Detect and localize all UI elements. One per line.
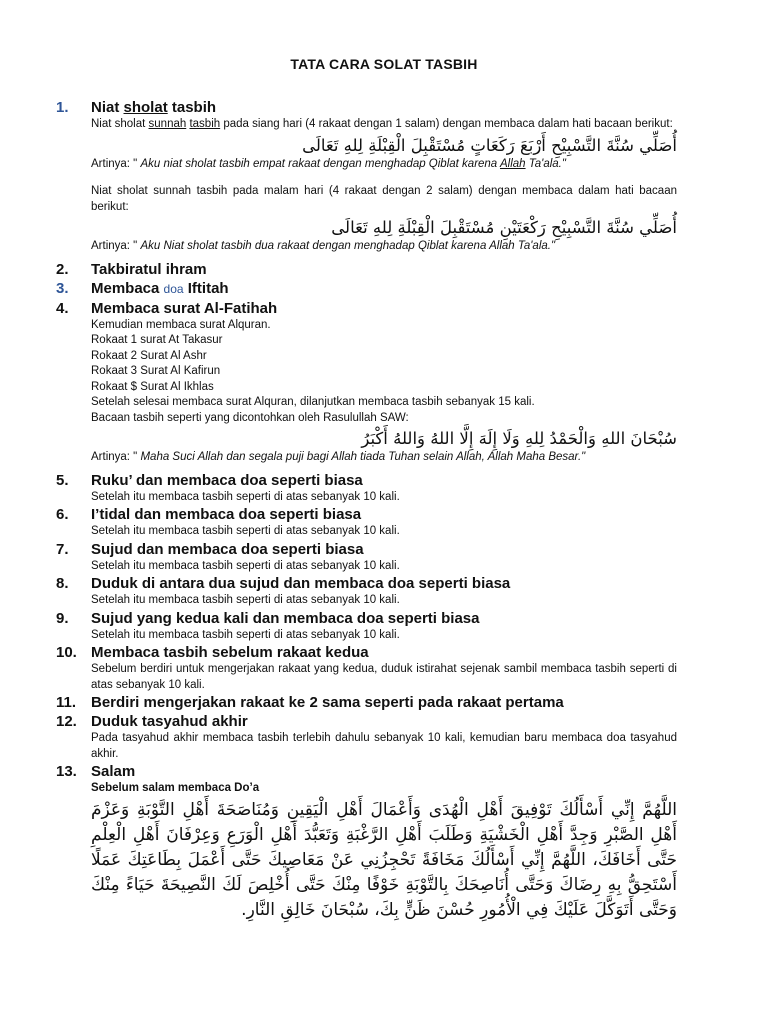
step-number: 4. — [56, 299, 69, 317]
step-heading: Ruku’ dan membaca doa seperti biasa — [91, 471, 363, 489]
paragraph-night-intention: Niat sholat sunnah tasbih pada malam hari (4 rakaat dengan 2 salam) dengan membaca dalam hati bacaan berikut: — [91, 185, 677, 213]
step-heading: Sujud dan membaca doa seperti biasa — [91, 540, 364, 558]
body-line: Rokaat $ Surat Al Ikhlas — [91, 380, 214, 393]
step-1 — [56, 98, 677, 255]
underlined-word: tasbih — [189, 118, 221, 130]
step-heading: Membaca tasbih sebelum rakaat kedua — [91, 644, 369, 661]
heading-underlined-word: sholat — [123, 99, 168, 116]
step-heading: Sujud yang kedua kali dan membaca doa seperti biasa — [91, 609, 480, 627]
step-number: 1. — [56, 99, 69, 116]
step-body: Setelah itu membaca tasbih seperti di atas sebanyak 10 kali. — [91, 628, 400, 641]
arabic-intention-night: أُصَلِّي سُنَّةَ التَّسْبِيْحِ رَكْعَتَيْنِ مُسْتَقْبِلَ الْقِبْلَةِ لِلهِ تَعَالَى — [331, 218, 677, 237]
body-line: Bacaan tasbih seperti yang dicontohkan oleh Rasulullah SAW: — [91, 411, 409, 424]
step-number: 13. — [56, 763, 77, 780]
step-10 — [56, 643, 677, 693]
italic-text: Aku niat sholat tasbih empat rakaat dengan menghadap Qiblat karena — [140, 157, 500, 170]
text-part: Niat sholat — [91, 118, 149, 130]
step-number: 2. — [56, 260, 69, 278]
step-body: Setelah itu membaca tasbih seperti di atas sebanyak 10 kali. — [91, 559, 400, 572]
step-number: 5. — [56, 471, 69, 489]
step-number: 8. — [56, 575, 69, 592]
step-heading: Salam — [91, 763, 136, 780]
step-heading: Takbiratul ihram — [91, 260, 207, 278]
body-line: Rokaat 1 surat At Takasur — [91, 334, 223, 346]
text-part: pada siang hari (4 rakaat dengan 1 salam) dengan membaca dalam hati bacaan berikut: — [220, 118, 673, 130]
arabic-prayer: اللَّهُمَّ إِنِّي أَسْأَلُكَ تَوْفِيقَ أَهْلِ الْهُدَى وَأَعْمَالَ أَهْلِ الْيَقِينِ وَمُنَاصَحَةَ أَهْلِ التَّوْبَةِ وَعَزْمَ أَهْلِ الصَّبْرِ وَجِدَّ أَهْلِ الْخَشْيَةِ وَطَلَبَ أَهْلِ الرَّغْبَةِ وَتَعَبُّدَ أَهْلِ الْوَرَعِ وَعِرْفَانَ أَهْلِ الْعِلْمِ حَتَّى أَخَافَكَ، اللَّهُمَّ إِنِّي أَسْأَلُكَ مَخَافَةً تَحْجِزُنِي عَنْ مَعَاصِيكَ حَتَّى أَعْمَلَ بِطَاعَتِكَ عَمَلًا أَسْتَحِقُّ بِهِ رِضَاكَ وَحَتَّى أُنَاصِحَكَ بِالتَّوْبَةِ خَوْفًا مِنْكَ حَتَّى أُخْلِصَ لَكَ النَّصِيحَةَ حَيَاءً مِنْكَ وَحَتَّى أَتَوَكَّلَ عَلَيْكَ فِي الْأُمُورِ حُسْنَ ظَنٍّ بِكَ، سُبْحَانَ خَالِقِ النَّارِ. — [91, 799, 677, 920]
italic-text: Ta'ala." — [525, 157, 566, 170]
italic-text: Maha Suci Allah dan segala puji bagi Allah tiada Tuhan selain Allah, Allah Maha Besar." — [140, 451, 586, 463]
prayer-intro: Sebelum salam membaca Do’a — [91, 782, 260, 794]
heading-small-word: doa — [163, 281, 184, 296]
step-heading: Membaca surat Al-Fatihah — [91, 299, 278, 317]
translation-night — [91, 239, 677, 255]
step-body: Pada tasyahud akhir membaca tasbih terlebih dahulu sebanyak 10 kali, kemudian baru membaca doa tasyahud akhir. — [91, 732, 677, 760]
paragraph-day-intention — [91, 117, 677, 133]
step-13 — [56, 762, 677, 923]
step-number: 12. — [56, 713, 77, 730]
body-line: Rokaat 2 Surat Al Ashr — [91, 349, 207, 362]
step-number: 9. — [56, 609, 69, 627]
step-body: Sebelum berdiri untuk mengerjakan rakaat yang kedua, duduk istirahat sejenak sambil membaca tasbih seperti di atas sebanyak 10 kali. — [91, 663, 677, 691]
text-part: Artinya: " — [91, 451, 141, 463]
step-heading: Berdiri mengerjakan rakaat ke 2 sama seperti pada rakaat pertama — [91, 694, 564, 711]
step-heading: Duduk tasyahud akhir — [91, 713, 248, 730]
text-part: Artinya: " — [91, 157, 141, 170]
italic-text: Aku Niat sholat tasbih dua rakaat dengan menghadap Qiblat karena Allah Ta'ala." — [140, 240, 556, 252]
translation-day — [91, 157, 677, 173]
step-5 — [56, 471, 677, 506]
step-body: Setelah itu membaca tasbih seperti di atas sebanyak 10 kali. — [91, 525, 400, 537]
body-line: Setelah selesai membaca surat Alquran, dilanjutkan membaca tasbih sebanyak 15 kali. — [91, 396, 535, 408]
underlined-word: sunnah — [148, 118, 187, 130]
heading-part: Niat — [91, 99, 124, 116]
arabic-intention-day: أُصَلِّي سُنَّةَ التَّسْبِيْحِ أَرْبَعَ رَكَعَاتٍ مُسْتَقْبِلَ الْقِبْلَةِ لِلهِ تَعَالَى — [302, 135, 677, 155]
translation-tasbih — [91, 450, 677, 466]
step-number: 3. — [56, 279, 69, 297]
step-7 — [56, 540, 677, 575]
step-9 — [56, 609, 677, 644]
heading-part: tasbih — [167, 99, 217, 116]
step-heading — [91, 98, 677, 117]
step-body — [91, 318, 677, 466]
step-body — [91, 781, 677, 923]
step-heading — [91, 279, 677, 299]
step-2 — [56, 260, 677, 279]
step-12 — [56, 712, 677, 762]
document-title: TATA CARA SOLAT TASBIH — [290, 56, 478, 72]
step-8 — [56, 574, 677, 609]
step-number: 6. — [56, 506, 69, 523]
step-number: 7. — [56, 540, 69, 558]
step-11 — [56, 693, 677, 712]
heading-part: Membaca — [91, 279, 164, 297]
arabic-tasbih: سُبْحَانَ اللهِ وَالْحَمْدُ لِلهِ وَلَا إِلَهَ إِلَّا اللهُ وَاللهُ أَكْبَرُ — [361, 429, 677, 448]
step-body — [91, 117, 677, 255]
step-number: 10. — [56, 644, 77, 661]
step-3 — [56, 279, 677, 299]
step-6 — [56, 505, 677, 540]
step-number: 11. — [56, 694, 77, 711]
step-4 — [56, 299, 677, 466]
underlined-word: Allah — [499, 157, 526, 170]
body-line: Kemudian membaca surat Alquran. — [91, 318, 271, 331]
step-heading: Duduk di antara dua sujud dan membaca doa seperti biasa — [91, 575, 511, 592]
spacer — [91, 172, 677, 184]
step-body: Setelah itu membaca tasbih seperti di atas sebanyak 10 kali. — [91, 490, 400, 503]
steps-list — [56, 98, 677, 923]
step-body: Setelah itu membaca tasbih seperti di atas sebanyak 10 kali. — [91, 594, 400, 606]
body-line: Rokaat 3 Surat Al Kafirun — [91, 365, 221, 377]
heading-part: Iftitah — [183, 279, 229, 297]
text-part: Artinya: " — [91, 240, 141, 252]
step-heading: I’tidal dan membaca doa seperti biasa — [91, 506, 362, 523]
